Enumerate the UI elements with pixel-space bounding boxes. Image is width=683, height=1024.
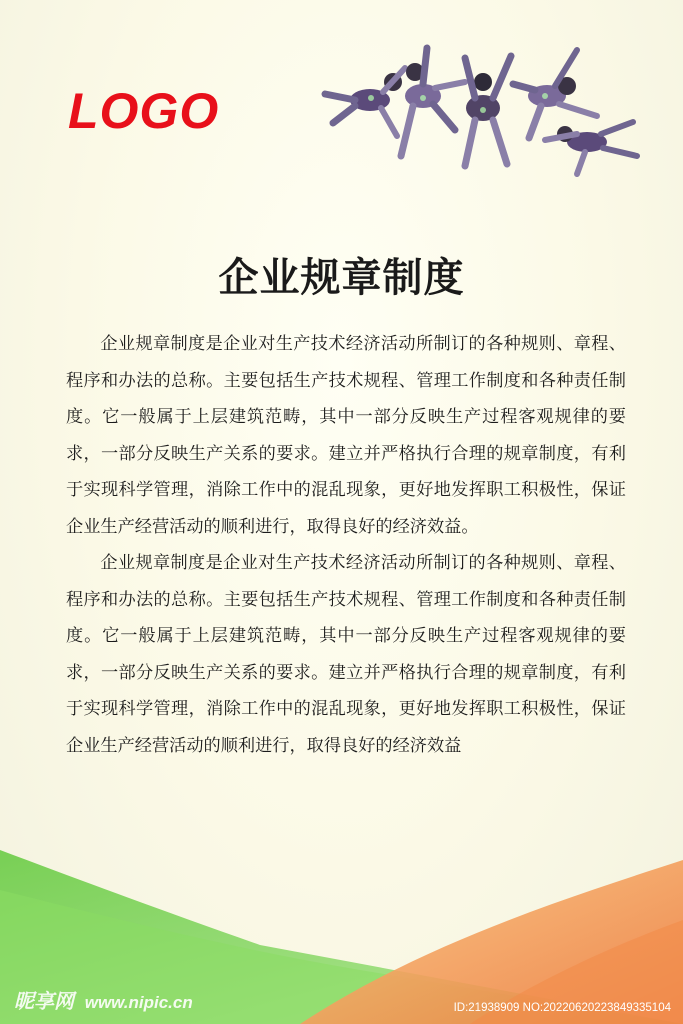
skydiver-figure: [545, 122, 637, 174]
watermark-url: www.nipic.cn: [84, 993, 193, 1012]
image-id-text: ID:21938909 NO:20220620223849335104: [453, 1002, 671, 1014]
skydiver-figure: [513, 50, 597, 138]
watermark: [14, 985, 193, 1014]
page-title: 企业规章制度: [218, 255, 465, 301]
skydiver-figure: [401, 48, 465, 156]
body-text: [66, 326, 626, 764]
skydiver-figure: [325, 68, 405, 136]
watermark-brand: 昵享网: [14, 991, 74, 1013]
skydiver-figure: [465, 56, 511, 166]
paragraph: 企业规章制度是企业对生产技术经济活动所制订的各种规则、章程、程序和办法的总称。主要包括生产技术规程、管理工作制度和各种责任制度。它一般属于上层建筑范畴，其中一部分反映生产过程客观规律的要求，一部分反映生产关系的要求。建立并严格执行合理的规章制度，有利于实现科学管理，消除工作中的混乱现象，更好地发挥职工积极性，保证企业生产经营活动的顺利进行，取得良好的经济效益。: [66, 334, 626, 537]
logo: LOGO: [68, 83, 220, 139]
skydivers-image: [315, 38, 645, 178]
paragraph: 企业规章制度是企业对生产技术经济活动所制订的各种规则、章程、程序和办法的总称。主要包括生产技术规程、管理工作制度和各种责任制度。它一般属于上层建筑范畴，其中一部分反映生产过程客观规律的要求，一部分反映生产关系的要求。建立并严格执行合理的规章制度，有利于实现科学管理，消除工作中的混乱现象，更好地发挥职工积极性，保证企业生产经营活动的顺利进行，取得良好的经济效益: [66, 553, 626, 756]
